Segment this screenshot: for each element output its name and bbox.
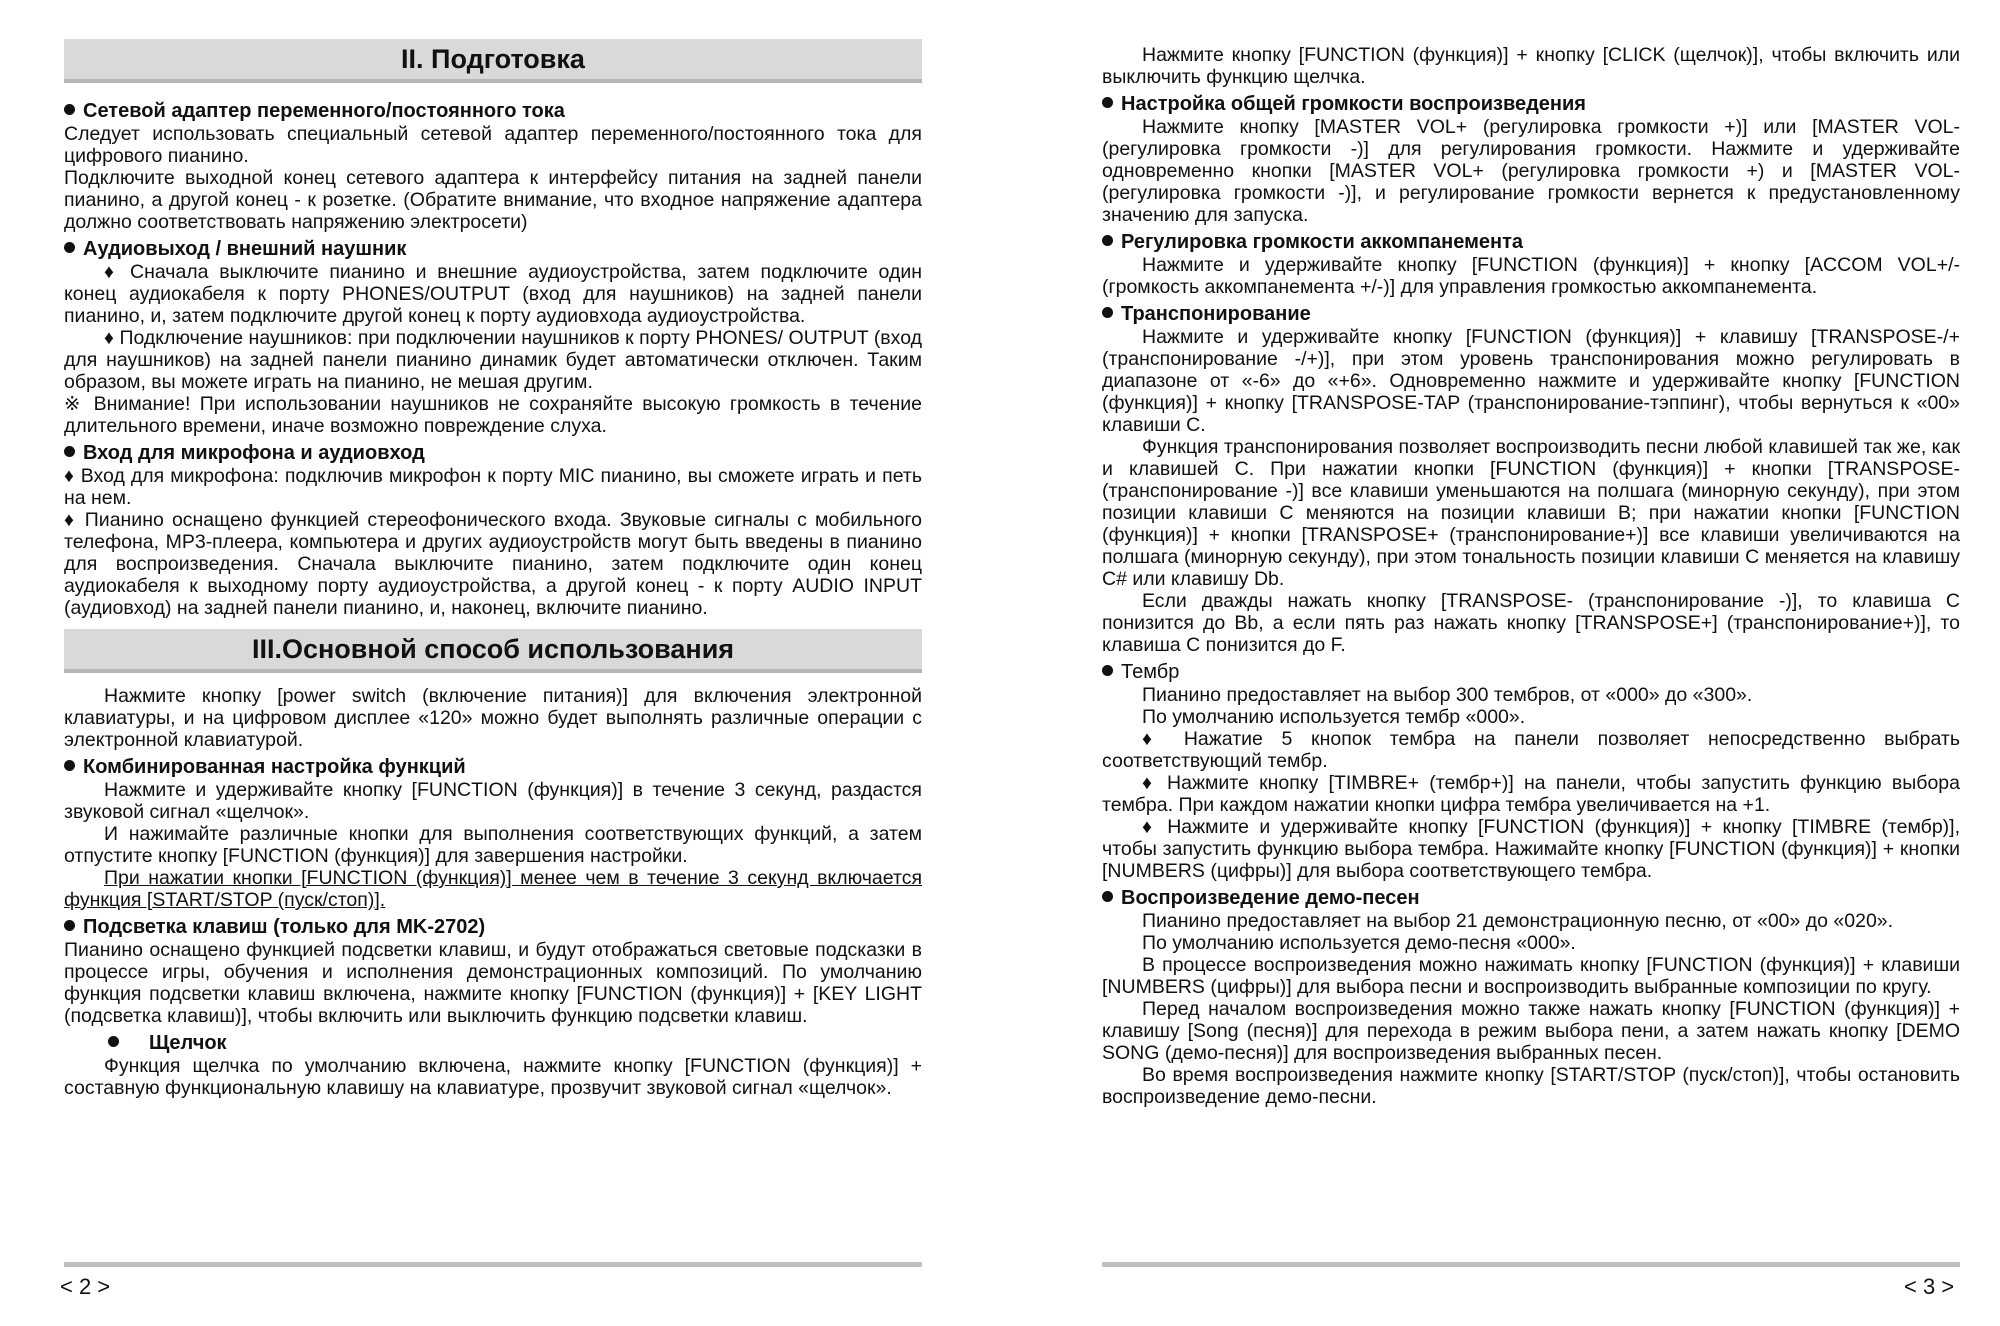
section-title-transpose: Транспонирование bbox=[1102, 302, 1960, 326]
paragraph: Если дважды нажать кнопку [TRANSPOSE- (транспонирование -)], то клавиша C понизится до Bb, а если пять раз нажать кнопку [TRANSPOSE+] (транспонирование+)], то клавиша C понизится до F. bbox=[1102, 590, 1960, 656]
paragraph: Во время воспроизведения нажмите кнопку [START/STOP (пуск/стоп)], чтобы остановить воспроизведение демо-песни. bbox=[1102, 1064, 1960, 1108]
bullet-icon bbox=[1102, 97, 1113, 108]
bullet-icon bbox=[64, 446, 75, 457]
right-page bbox=[1102, 0, 1960, 1108]
bullet-icon bbox=[1102, 235, 1113, 246]
section-title-demo-songs: Воспроизведение демо-песен bbox=[1102, 886, 1960, 910]
page-number-right: < 3 > bbox=[1904, 1274, 1955, 1299]
paragraph: Нажмите кнопку [FUNCTION (функция)] + кнопку [CLICK (щелчок)], чтобы включить или выключить функцию щелчка. bbox=[1102, 44, 1960, 88]
bullet-icon bbox=[64, 242, 75, 253]
section-heading-basic-usage: III.Основной способ использования bbox=[64, 629, 922, 673]
paragraph: Нажмите и удерживайте кнопку [FUNCTION (функция)] + кнопку [ACCOM VOL+/- (громкость аккомпанемента +/-)] для управления громкостью аккомпанемента. bbox=[1102, 254, 1960, 298]
paragraph: Функция щелчка по умолчанию включена, нажмите кнопку [FUNCTION (функция)] + составную функциональную клавишу на клавиатуре, прозвучит звуковой сигнал «щелчок». bbox=[64, 1055, 922, 1099]
bullet-icon bbox=[64, 104, 75, 115]
paragraph: Нажмите и удерживайте кнопку [FUNCTION (функция)] в течение 3 секунд, раздастся звуковой сигнал «щелчок». bbox=[64, 779, 922, 823]
section-title-key-light: Подсветка клавиш (только для MK-2702) bbox=[64, 915, 922, 939]
paragraph: Пианино оснащено функцией подсветки клавиш, и будут отображаться световые подсказки в процессе игры, обучения и исполнения демонстрационных композиций. По умолчанию функция подсветки клавиш включена, нажмите кнопку [FUNCTION (функция)] + [KEY LIGHT (подсветка клавиш)], чтобы включить или выключить функцию подсветки клавиш. bbox=[64, 939, 922, 1027]
paragraph: По умолчанию используется тембр «000». bbox=[1142, 706, 1526, 728]
section-title-mic-input: Вход для микрофона и аудиовход bbox=[64, 441, 922, 465]
paragraph: ♦ Нажмите и удерживайте кнопку [FUNCTION (функция)] + кнопку [TIMBRE (тембр)], чтобы запустить функцию выбора тембра. Нажимайте кнопку [FUNCTION (функция)] + кнопки [NUMBERS (цифры)] для выбора соответствующего тембра. bbox=[1102, 816, 1960, 882]
bullet-icon bbox=[64, 920, 75, 931]
paragraph: Пианино предоставляет на выбор 21 демонстрационную песню, от «00» до «020». bbox=[1142, 910, 1894, 932]
section-heading-preparation: II. Подготовка bbox=[64, 39, 922, 83]
bullet-icon bbox=[1102, 307, 1113, 318]
section-title-ac-adapter: Сетевой адаптер переменного/постоянного тока bbox=[64, 99, 922, 123]
paragraph: Нажмите кнопку [power switch (включение питания)] для включения электронной клавиатуры, и на цифровом дисплее «120» можно будет выполнять различные операции с электронной клавиатурой. bbox=[64, 685, 922, 751]
bullet-icon bbox=[64, 760, 75, 771]
section-title-click: Щелчок bbox=[64, 1031, 922, 1055]
paragraph: Следует использовать специальный сетевой адаптер переменного/постоянного тока для цифрового пианино. bbox=[64, 123, 922, 167]
footer-rule-right bbox=[1102, 1262, 1960, 1267]
warning-paragraph: ※ Внимание! При использовании наушников не сохраняйте высокую громкость в течение длительного времени, иначе возможно повреждение слуха. bbox=[64, 393, 922, 437]
paragraph: Пианино предоставляет на выбор 300 тембров, от «000» до «300». bbox=[1142, 684, 1753, 706]
paragraph: По умолчанию используется демо-песня «000». bbox=[1142, 932, 1576, 954]
section-title-master-volume: Настройка общей громкости воспроизведения bbox=[1102, 92, 1960, 116]
paragraph: ♦ Подключение наушников: при подключении наушников к порту PHONES/ OUTPUT (вход для наушников) на задней панели пианино динамик будет автоматически отключен. Таким образом, вы можете играть на пианино, не мешая другим. bbox=[64, 327, 922, 393]
section-title-timbre: Тембр bbox=[1102, 660, 1960, 684]
paragraph: В процессе воспроизведения можно нажимать кнопку [FUNCTION (функция)] + клавиши [NUMBERS (цифры)] для выбора песни и воспроизводить выбранные композиции по кругу. bbox=[1102, 954, 1960, 998]
bullet-icon bbox=[108, 1036, 119, 1047]
paragraph: Перед началом воспроизведения можно также нажать кнопку [FUNCTION (функция)] + клавишу [Song (песня)] для перехода в режим выбора пени, а затем нажать кнопку [DEMO SONG (демо-песня)] для воспроизведения выбранных песен. bbox=[1102, 998, 1960, 1064]
section-title-combined-settings: Комбинированная настройка функций bbox=[64, 755, 922, 779]
bullet-icon bbox=[1102, 665, 1113, 676]
page-number-left: < 2 > bbox=[60, 1274, 111, 1299]
footer-rule-left bbox=[64, 1262, 922, 1267]
underlined-note: При нажатии кнопки [FUNCTION (функция)] менее чем в течение 3 секунд включается функция [START/STOP (пуск/стоп)]. bbox=[64, 867, 922, 911]
bullet-icon bbox=[1102, 891, 1113, 902]
paragraph: Функция транспонирования позволяет воспроизводить песни любой клавишей так же, как и клавишей C. При нажатии кнопки [FUNCTION (функция)] + кнопки [TRANSPOSE- (транспонирование -)] все клавиши уменьшаются на полшага (минорную секунду), при этом позиции клавиши C меняются на позиции клавиши B; при нажатии кнопки [FUNCTION (функция)] + кнопки [TRANSPOSE+ (транспонирование+)] все клавиши увеличиваются на полшага (минорную секунду), при этом тональность позиции клавиши C меняется на клавишу C# или клавишу Db. bbox=[1102, 436, 1960, 590]
paragraph: Нажмите и удерживайте кнопку [FUNCTION (функция)] + клавишу [TRANSPOSE-/+ (транспонирование -/+)], при этом уровень транспонирования можно регулировать в диапазоне от «-6» до «+6». Одновременно нажмите и удерживайте кнопку [FUNCTION (функция)] + кнопку [TRANSPOSE-TAP (транспонирование-тэппинг), чтобы вернуться к «00» клавиши C. bbox=[1102, 326, 1960, 436]
paragraph: ♦ Сначала выключите пианино и внешние аудиоустройства, затем подключите один конец аудиокабеля к порту PHONES/OUTPUT (вход для наушников) на задней панели пианино, и, затем подключите другой конец к порту аудиовхода аудиоустройства. bbox=[64, 261, 922, 327]
paragraph: ♦ Нажатие 5 кнопок тембра на панели позволяет непосредственно выбрать соответствующий тембр. bbox=[1102, 728, 1960, 772]
paragraph: И нажимайте различные кнопки для выполнения соответствующих функций, а затем отпустите кнопку [FUNCTION (функция)] для завершения настройки. bbox=[64, 823, 922, 867]
paragraph: ♦ Пианино оснащено функцией стереофонического входа. Звуковые сигналы с мобильного телефона, MP3-плеера, компьютера и других аудиоустройств могут быть введены в пианино для воспроизведения. Сначала выключите пианино, затем подключите один конец аудиокабеля к выходному порту аудиоустройства, а другой конец - к порту AUDIO INPUT (аудиовход) на задней панели пианино, и, наконец, включите пианино. bbox=[64, 509, 922, 619]
paragraph: ♦ Вход для микрофона: подключив микрофон к порту MIC пианино, вы сможете играть и петь на нем. bbox=[64, 465, 922, 509]
left-page bbox=[64, 0, 922, 1099]
paragraph: Нажмите кнопку [MASTER VOL+ (регулировка громкости +)] или [MASTER VOL- (регулировка громкости -)] для регулирования громкости. Нажмите и удерживайте одновременно кнопки [MASTER VOL+ (регулировка громкости +) и [MASTER VOL-(регулировка громкости -)], и регулирование громкости вернется к предустановленному значению для запуска. bbox=[1102, 116, 1960, 226]
paragraph: Подключите выходной конец сетевого адаптера к интерфейсу питания на задней панели пианино, а другой конец - к розетке. (Обратите внимание, что входное напряжение адаптера должно соответствовать напряжению электросети) bbox=[64, 167, 922, 233]
section-title-accompaniment-volume: Регулировка громкости аккомпанемента bbox=[1102, 230, 1960, 254]
section-title-audio-output: Аудиовыход / внешний наушник bbox=[64, 237, 922, 261]
paragraph: ♦ Нажмите кнопку [TIMBRE+ (тембр+)] на панели, чтобы запустить функцию выбора тембра. При каждом нажатии кнопки цифра тембра увеличивается на +1. bbox=[1102, 772, 1960, 816]
